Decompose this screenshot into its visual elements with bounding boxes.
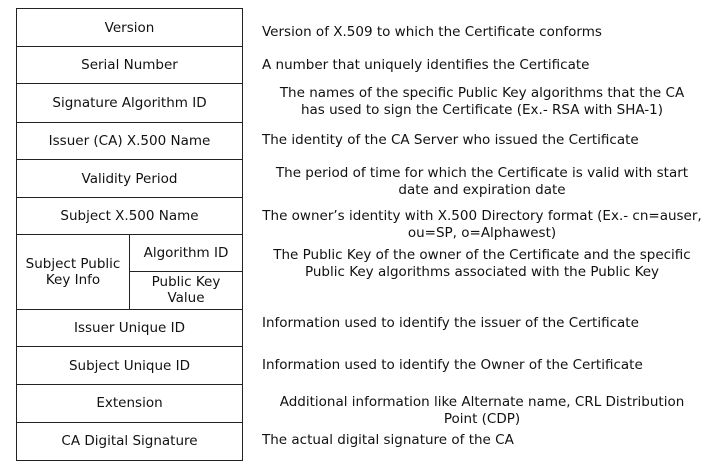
field-public-key-value-line2: Value (167, 290, 205, 307)
desc-extension (252, 394, 712, 428)
desc-issuer-name: The identity of the CA Server who issued the Certificate (262, 132, 639, 148)
desc-subject-public-key-info-line2: Public Key algorithms associated with the Public Key (304, 264, 660, 280)
field-signature-algorithm-id: Signature Algorithm ID (17, 84, 243, 122)
field-version: Version (17, 9, 243, 47)
desc-subject-name (252, 208, 712, 242)
desc-serial-number: A number that uniquely identifies the Certificate (262, 57, 590, 73)
desc-extension-line2: Point (CDP) (443, 411, 521, 427)
field-validity-period: Validity Period (17, 159, 243, 197)
desc-validity-period (252, 165, 712, 199)
desc-issuer-unique-id: Information used to identify the issuer of the Certificate (262, 315, 639, 331)
field-algorithm-id: Algorithm ID (130, 235, 243, 271)
desc-validity-period-line2: date and expiration date (398, 182, 566, 198)
field-subject-public-key-info (17, 235, 130, 309)
desc-validity-period-line1: The period of time for which the Certificate is valid with start (275, 165, 689, 181)
desc-signature-algorithm-id (252, 85, 712, 119)
field-public-key-value-line1: Public Key (151, 274, 221, 291)
desc-version: Version of X.509 to which the Certificate conforms (262, 24, 602, 40)
desc-subject-public-key-info-line1: The Public Key of the owner of the Certificate and the specific (273, 247, 691, 263)
field-serial-number: Serial Number (17, 47, 243, 84)
field-public-key-value (130, 271, 243, 309)
field-subject-public-key-info-line1: Subject Public (25, 256, 121, 272)
field-subject-name: Subject X.500 Name (17, 198, 243, 235)
field-issuer-unique-id: Issuer Unique ID (17, 309, 243, 346)
desc-ca-digital-signature: The actual digital signature of the CA (262, 432, 514, 448)
desc-subject-public-key-info (252, 247, 712, 281)
desc-subject-name-line2: ou=SP, o=Alphawest) (407, 225, 557, 241)
field-extension: Extension (17, 385, 243, 422)
field-subject-public-key-info-line2: Key Info (45, 272, 101, 289)
field-subject-unique-id: Subject Unique ID (17, 347, 243, 385)
certificate-field-table (16, 8, 243, 461)
field-ca-digital-signature: CA Digital Signature (17, 422, 243, 460)
desc-signature-algorithm-id-line2: has used to sign the Certificate (Ex.- RSA with SHA-1) (300, 102, 664, 118)
desc-signature-algorithm-id-line1: The names of the specific Public Key algorithms that the CA (279, 85, 685, 101)
desc-subject-unique-id: Information used to identify the Owner of the Certificate (262, 357, 643, 373)
desc-extension-line1: Additional information like Alternate name, CRL Distribution (279, 394, 685, 410)
desc-subject-name-line1: The owner’s identity with X.500 Directory format (Ex.- cn=auser, (262, 208, 702, 224)
field-issuer-name: Issuer (CA) X.500 Name (17, 122, 243, 159)
